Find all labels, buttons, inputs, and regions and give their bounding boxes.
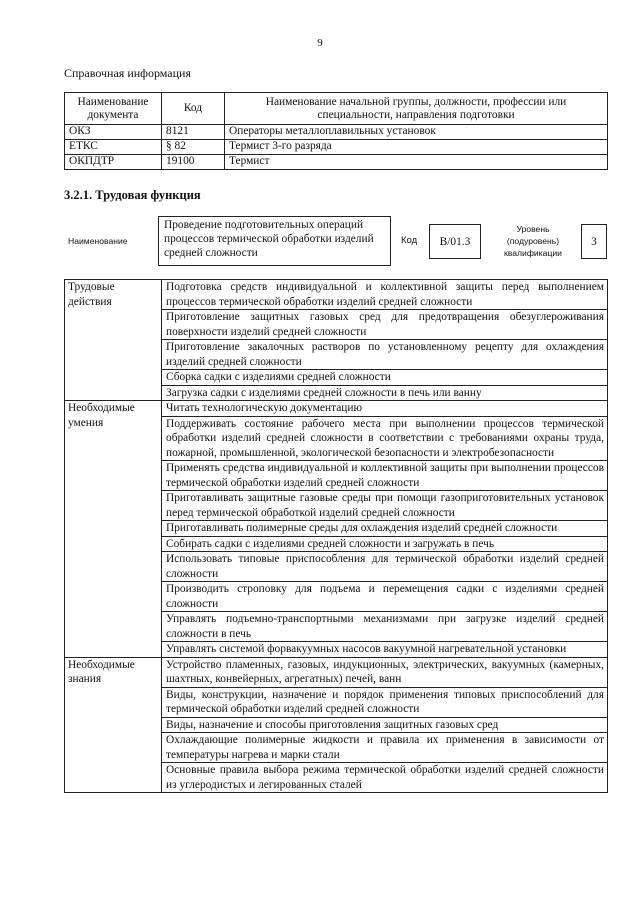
- section-item: Охлаждающие полимерные жидкости и правила их применения в зависимости от температуры нагрева и марки стали: [162, 733, 608, 763]
- reference-header-row: [65, 93, 608, 125]
- table-row: [65, 280, 608, 310]
- function-code-label: Код: [401, 235, 418, 246]
- section-item: Приготавливать полимерные среды для охлаждения изделий средней сложности: [162, 521, 608, 537]
- reference-header-name: Наименование начальной группы, должности, профессии или специальности, направления подготовки: [225, 93, 608, 125]
- section-item: Сборка садки с изделиями средней сложности: [162, 370, 608, 386]
- section-item: Использовать типовые приспособления для термической обработки изделий средней сложности: [162, 552, 608, 582]
- section-item: Читать технологическую документацию: [162, 401, 608, 417]
- reference-cell: Операторы металлоплавильных установок: [225, 125, 608, 140]
- section-item: Устройство пламенных, газовых, индукционных, электрических, вакуумных (камерных, шахтных, конвейерных, агрегатных) печей, ванн: [162, 657, 608, 687]
- table-row: [65, 125, 608, 140]
- reference-cell: § 82: [162, 140, 225, 155]
- table-row: [65, 401, 608, 417]
- section-item: Производить строповку для подъема и перемещения садки с изделиями средней сложности: [162, 582, 608, 612]
- section-item: Загрузка садки с изделиями средней сложности в печь или ванну: [162, 385, 608, 401]
- section-item: Виды, назначение и способы приготовления защитных газовых сред: [162, 717, 608, 733]
- section-item: Собирать садки с изделиями средней сложности и загружать в печь: [162, 536, 608, 552]
- table-row: [65, 140, 608, 155]
- reference-cell: 8121: [162, 125, 225, 140]
- section-item: Приготовление защитных газовых сред для предотвращения обезуглероживания поверхности изделий средней сложности: [162, 310, 608, 340]
- function-level-value: 3: [581, 224, 607, 259]
- section-item: Управлять подъемно-транспортными механизмами при загрузке изделий средней сложности в печь: [162, 612, 608, 642]
- section-item: Управлять системой форвакуумных насосов вакуумной нагревательной установки: [162, 642, 608, 658]
- function-name-value: Проведение подготовительных операций процессов термической обработки изделий средней сложности: [158, 216, 391, 266]
- page-number: 9: [317, 37, 323, 49]
- section-label: Трудовые действия: [65, 280, 162, 401]
- table-row: [65, 657, 608, 687]
- reference-cell: Термист: [225, 155, 608, 170]
- function-code-value: В/01.3: [429, 224, 481, 259]
- reference-header-code: Код: [162, 93, 225, 125]
- reference-cell: ЕТКС: [65, 140, 162, 155]
- section-label: Необходимые умения: [65, 401, 162, 658]
- reference-table: [64, 92, 608, 170]
- reference-header-document: Наименование документа: [65, 93, 162, 125]
- section-item: Приготавливать защитные газовые среды при помощи газоприготовительных установок перед термической обработкой изделий средней сложности: [162, 491, 608, 521]
- section-label: Необходимые знания: [65, 657, 162, 793]
- section-item: Поддерживать состояние рабочего места при выполнении процессов термической обработки изделий средней сложности в соответствии с требованиями охраны труда, пожарной, промышленной, экологической безопасности и электробезопасности: [162, 416, 608, 461]
- section-item: Приготовление закалочных растворов по установленному рецепту для охлаждения изделий средней сложности: [162, 340, 608, 370]
- reference-cell: ОКПДТР: [65, 155, 162, 170]
- table-row: [65, 155, 608, 170]
- reference-cell: ОКЗ: [65, 125, 162, 140]
- function-name-label: Наименование: [68, 236, 128, 246]
- section-item: Виды, конструкции, назначение и порядок применения типовых приспособлений для термической обработки изделий средней сложности: [162, 687, 608, 717]
- section-item: Подготовка средств индивидуальной и коллективной защиты перед выполнением процессов термической обработки изделий средней сложности: [162, 280, 608, 310]
- section-item: Основные правила выбора режима термической обработки изделий средней сложности из углеродистых и легированных сталей: [162, 763, 608, 793]
- reference-cell: Термист 3-го разряда: [225, 140, 608, 155]
- section-item: Применять средства индивидуальной и коллективной защиты при выполнении процессов термической обработки изделий средней сложности: [162, 461, 608, 491]
- reference-title: Справочная информация: [64, 66, 191, 80]
- function-title: 3.2.1. Трудовая функция: [64, 188, 201, 202]
- function-level-label: Уровень (подуровень) квалификации: [504, 224, 562, 258]
- function-details-table: [64, 279, 608, 793]
- reference-cell: 19100: [162, 155, 225, 170]
